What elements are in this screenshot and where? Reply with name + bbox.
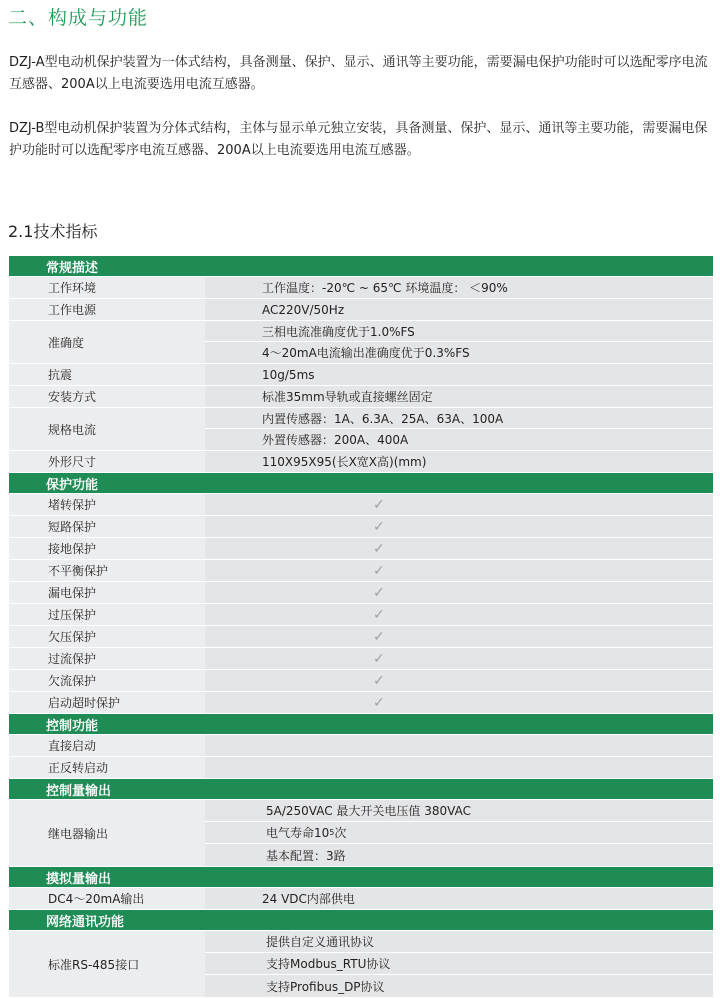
spec-row <box>9 321 713 364</box>
spec-label: 短路保护 <box>9 516 205 537</box>
spec-row <box>9 604 713 626</box>
spec-label: DC4～20mA输出 <box>9 888 205 909</box>
spec-value: 24 VDC内部供电 <box>205 888 713 909</box>
spec-row <box>9 670 713 692</box>
spec-value: 110X95X95(长X宽X高)(mm) <box>205 451 713 472</box>
spec-label: 准确度 <box>9 321 205 363</box>
check-icon: ✓ <box>205 604 713 625</box>
check-icon: ✓ <box>205 516 713 537</box>
spec-label: 标准RS-485接口 <box>9 931 205 997</box>
spec-label: 过压保护 <box>9 604 205 625</box>
spec-value: 基本配置：3路 <box>205 844 713 866</box>
check-icon: ✓ <box>205 538 713 559</box>
section-header-row <box>9 473 713 494</box>
check-icon: ✓ <box>205 582 713 603</box>
section-header-row <box>9 910 713 931</box>
spec-value: 5A/250VAC 最大开关电压值 380VAC <box>205 800 713 822</box>
spec-label: 过流保护 <box>9 648 205 669</box>
spec-row <box>9 386 713 408</box>
check-icon: ✓ <box>205 648 713 669</box>
spec-row <box>9 560 713 582</box>
section-title: 摸拟量输出 <box>46 871 112 887</box>
spec-row <box>9 888 713 910</box>
spec-label: 工作电源 <box>9 299 205 320</box>
spec-row <box>9 800 713 867</box>
spec-row <box>9 277 713 299</box>
sub-heading: 2.1技术指标 <box>8 222 98 241</box>
paragraph-dzj-b: DZJ-B型电动机保护装置为分体式结构，主体与显示单元独立安装，具备测量、保护、显示、通讯等主要功能，需要漏电保护功能时可以选配零序电流互感器、200A以上电流要选用电流互感器。 <box>9 121 708 158</box>
check-icon: ✓ <box>205 560 713 581</box>
spec-value: 10g/5ms <box>205 364 713 385</box>
spec-row <box>9 735 713 757</box>
paragraph-dzj-a: DZJ-A型电动机保护装置为一体式结构，具备测量、保护、显示、通讯等主要功能，需要漏电保护功能时可以选配零序电流互感器、200A以上电流要选用电流互感器。 <box>9 55 708 92</box>
spec-value: AC220V/50Hz <box>205 299 713 320</box>
section-heading: 二、构成与功能 <box>8 7 149 29</box>
spec-row <box>9 516 713 538</box>
spec-value: 三相电流准确度优于1.0%FS <box>205 321 713 342</box>
check-icon: ✓ <box>205 626 713 647</box>
spec-label: 安装方式 <box>9 386 205 407</box>
section-title: 控制量输出 <box>46 783 112 799</box>
spec-value: 支持Modbus_RTU协议 <box>205 953 713 975</box>
spec-value: 内置传感器：1A、6.3A、25A、63A、100A <box>205 408 713 429</box>
spec-label: 继电器输出 <box>9 800 205 866</box>
spec-row <box>9 582 713 604</box>
spec-row <box>9 648 713 670</box>
spec-label: 漏电保护 <box>9 582 205 603</box>
spec-label: 欠流保护 <box>9 670 205 691</box>
section-header-row <box>9 256 713 277</box>
spec-row <box>9 494 713 516</box>
section-title: 网络通讯功能 <box>46 914 125 930</box>
spec-label: 堵转保护 <box>9 494 205 515</box>
spec-row <box>9 538 713 560</box>
spec-row <box>9 757 713 779</box>
spec-row <box>9 451 713 473</box>
check-icon: ✓ <box>205 670 713 691</box>
spec-value <box>205 757 713 778</box>
check-icon: ✓ <box>205 692 713 713</box>
spec-label: 抗震 <box>9 364 205 385</box>
spec-row <box>9 692 713 714</box>
spec-label: 不平衡保护 <box>9 560 205 581</box>
section-header-row <box>9 714 713 735</box>
spec-value: 电气寿命10 5 次 <box>205 822 713 844</box>
spec-row <box>9 626 713 648</box>
spec-row <box>9 364 713 386</box>
spec-table <box>9 256 713 998</box>
spec-value: 标准35mm导轨或直接螺丝固定 <box>205 386 713 407</box>
section-title: 保护功能 <box>46 477 99 493</box>
spec-label: 欠压保护 <box>9 626 205 647</box>
spec-value <box>205 735 713 756</box>
section-title: 控制功能 <box>46 718 99 734</box>
spec-label: 工作环境 <box>9 277 205 298</box>
spec-value: 4～20mA电流输出准确度优于0.3%FS <box>205 342 713 363</box>
spec-label: 外形尺寸 <box>9 451 205 472</box>
spec-row <box>9 931 713 998</box>
check-icon: ✓ <box>205 494 713 515</box>
spec-label: 启动超时保护 <box>9 692 205 713</box>
spec-label: 接地保护 <box>9 538 205 559</box>
spec-value: 支持Profibus_DP协议 <box>205 975 713 997</box>
spec-row <box>9 299 713 321</box>
section-title: 常规描述 <box>46 260 99 276</box>
spec-value: 外置传感器：200A、400A <box>205 429 713 450</box>
spec-row <box>9 408 713 451</box>
spec-label: 规格电流 <box>9 408 205 450</box>
spec-value: 工作温度：-20℃ ~ 65℃ 环境温度： ＜90% <box>205 277 713 298</box>
section-header-row <box>9 867 713 888</box>
section-header-row <box>9 779 713 800</box>
spec-label: 正反转启动 <box>9 757 205 778</box>
spec-label: 直接启动 <box>9 735 205 756</box>
spec-value: 提供自定义通讯协议 <box>205 931 713 953</box>
